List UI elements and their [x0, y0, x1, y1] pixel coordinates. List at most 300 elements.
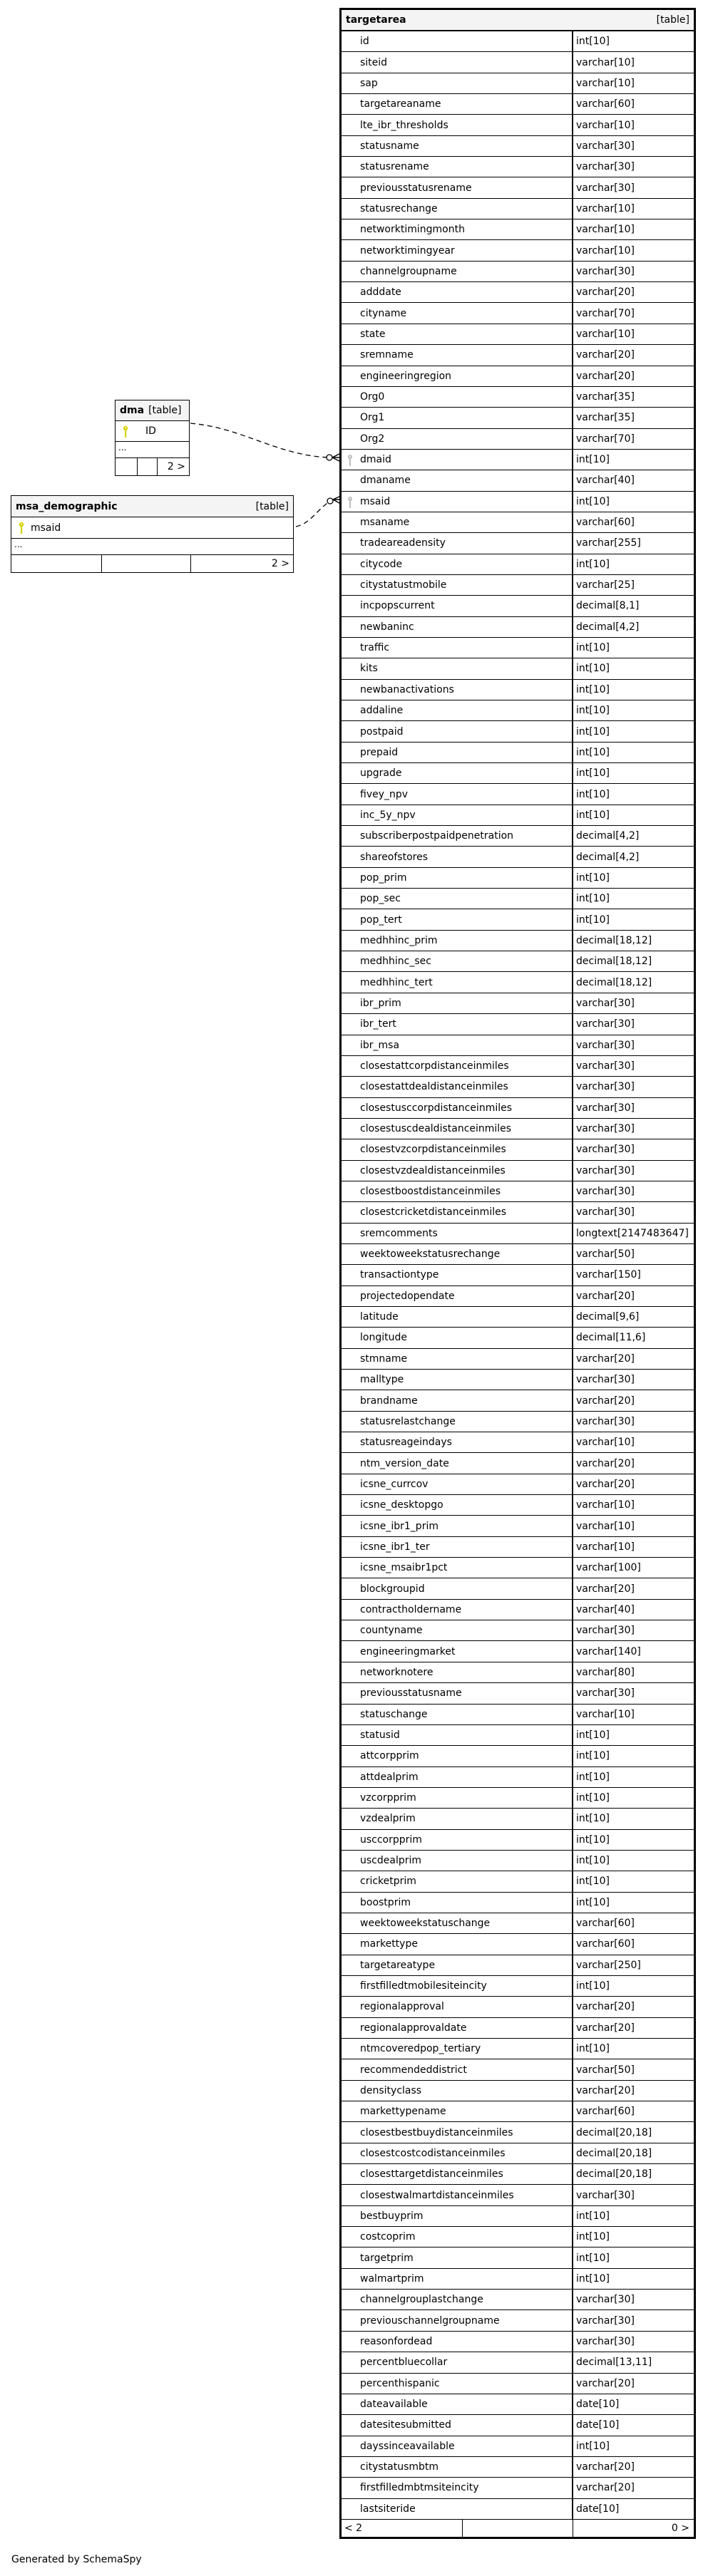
column-row[interactable]: [342, 1746, 694, 1767]
column-type: varchar[10]: [576, 1499, 635, 1511]
column-row[interactable]: [342, 1934, 694, 1955]
column-name: [342, 157, 573, 177]
column-type: varchar[30]: [576, 2189, 635, 2201]
column-row[interactable]: [342, 1412, 694, 1432]
column-type: varchar[30]: [576, 1039, 635, 1051]
column-row[interactable]: [342, 1202, 694, 1223]
column-type: varchar[20]: [576, 349, 635, 361]
column-row[interactable]: [342, 743, 694, 763]
column-row[interactable]: [342, 1788, 694, 1809]
column-row[interactable]: [342, 1349, 694, 1370]
column-name-text: medhhinc_prim: [360, 934, 438, 946]
column-name: [342, 1830, 573, 1850]
column-row[interactable]: [342, 282, 694, 303]
column-type: decimal[20,18]: [576, 2147, 652, 2159]
column-row[interactable]: [342, 1558, 694, 1578]
column-type: int[10]: [576, 1771, 610, 1783]
column-row[interactable]: [342, 1767, 694, 1788]
column-name-text: Org1: [360, 412, 385, 424]
column-row[interactable]: [342, 1224, 694, 1244]
column-name-text: closestusccorpdistanceinmiles: [360, 1102, 513, 1114]
column-name: [342, 1746, 573, 1766]
column-name: [342, 1224, 573, 1243]
table-header: [342, 10, 694, 31]
column-type: int[10]: [576, 788, 610, 800]
column-name: [342, 408, 573, 428]
column-row[interactable]: [342, 1976, 694, 1997]
column-row[interactable]: [342, 1830, 694, 1851]
column-name: [342, 1976, 573, 1996]
column-name-text: vzcorpprim: [360, 1792, 416, 1804]
column-type: int[10]: [576, 2272, 610, 2285]
column-row[interactable]: [342, 533, 694, 554]
column-name: [342, 1370, 573, 1390]
column-name: [342, 1516, 573, 1536]
column-name: [342, 1390, 573, 1410]
footer-cell: [138, 458, 158, 475]
column-name: [342, 1202, 573, 1222]
column-row[interactable]: [342, 2499, 694, 2520]
column-row[interactable]: [342, 658, 694, 679]
column-row[interactable]: [342, 1516, 694, 1536]
column-row[interactable]: [342, 324, 694, 345]
column-name: [342, 700, 573, 720]
column-row[interactable]: [342, 2310, 694, 2331]
column-type: int[10]: [576, 2440, 610, 2452]
column-row[interactable]: [342, 1495, 694, 1516]
column-name-text: longitude: [360, 1332, 407, 1344]
column-name-text: attdealprim: [360, 1771, 419, 1783]
column-type: int[10]: [576, 893, 610, 905]
column-row[interactable]: [342, 1893, 694, 1913]
column-name: [342, 868, 573, 888]
column-row[interactable]: [342, 1871, 694, 1892]
column-name: [342, 1119, 573, 1139]
column-row[interactable]: [342, 847, 694, 867]
column-row[interactable]: [342, 115, 694, 135]
column-row[interactable]: [342, 94, 694, 115]
children-count[interactable]: 0 >: [671, 2522, 689, 2534]
column-row[interactable]: [342, 638, 694, 658]
column-name-text: latitude: [360, 1311, 399, 1323]
column-name-text: citystatustmobile: [360, 579, 447, 591]
column-type: decimal[8,1]: [576, 600, 640, 612]
column-row[interactable]: [342, 1307, 694, 1328]
column-row[interactable]: [342, 1244, 694, 1265]
column-name: [342, 1725, 573, 1745]
column-row[interactable]: [342, 1077, 694, 1097]
column-row[interactable]: [342, 993, 694, 1014]
column-name-text: closestvzcorpdistanceinmiles: [360, 1144, 506, 1156]
column-name-text: bestbuyprim: [360, 2210, 424, 2222]
column-name-text: addaline: [360, 705, 404, 717]
column-name-text: firstfilledtmobilesiteincity: [360, 1980, 487, 1992]
column-name: [342, 492, 573, 512]
column-type: varchar[25]: [576, 579, 635, 591]
column-type: varchar[30]: [576, 2335, 635, 2347]
column-name-text: ibr_msa: [360, 1039, 400, 1051]
column-row[interactable]: [342, 1390, 694, 1411]
column-row[interactable]: [342, 1809, 694, 1829]
column-list: [342, 31, 694, 2520]
column-row[interactable]: [342, 1662, 694, 1683]
column-type: varchar[30]: [576, 1164, 635, 1176]
column-row[interactable]: [342, 2039, 694, 2059]
column-name-text: ibr_prim: [360, 997, 401, 1009]
column-row[interactable]: [342, 2436, 694, 2457]
table-name[interactable]: msa_demographic: [16, 500, 118, 512]
column-name: [342, 2269, 573, 2289]
column-type: int[10]: [576, 2252, 610, 2264]
column-type: date[10]: [576, 2503, 620, 2515]
column-row[interactable]: [342, 1913, 694, 1934]
column-name: [342, 429, 573, 449]
column-row[interactable]: [342, 2185, 694, 2205]
column-type: int[10]: [576, 683, 610, 695]
column-row[interactable]: [342, 1161, 694, 1181]
column-name: [342, 1328, 573, 1348]
column-name-text: channelgroupname: [360, 265, 457, 277]
column-name-text: ntm_version_date: [360, 1457, 449, 1469]
column-name: [342, 2143, 573, 2163]
column-name: [342, 2374, 573, 2394]
column-row[interactable]: [342, 805, 694, 826]
table-dma[interactable]: [115, 400, 190, 476]
column-row[interactable]: [342, 826, 694, 847]
column-type: decimal[18,12]: [576, 976, 652, 988]
column-row[interactable]: [342, 345, 694, 366]
column-type: date[10]: [576, 2419, 620, 2431]
column-type: int[10]: [576, 495, 610, 507]
column-name-text: icsne_ibr1_ter: [360, 1541, 430, 1553]
column-name-text: networktimingmonth: [360, 224, 465, 236]
column-row[interactable]: [342, 1453, 694, 1474]
column-type: varchar[30]: [576, 1018, 635, 1030]
column-type: varchar[10]: [576, 224, 635, 236]
column-row[interactable]: [342, 931, 694, 951]
column-row[interactable]: [342, 1265, 694, 1286]
column-type: varchar[20]: [576, 286, 635, 299]
column-name: [342, 1893, 573, 1913]
column-name: [342, 2101, 573, 2121]
column-row[interactable]: [342, 2101, 694, 2122]
column-row[interactable]: [342, 492, 694, 512]
column-row[interactable]: [342, 429, 694, 450]
children-count[interactable]: 2 >: [271, 558, 289, 569]
column-name-text: icsne_msaibr1pct: [360, 1562, 448, 1574]
column-row[interactable]: [342, 909, 694, 930]
column-name: ID: [145, 425, 156, 437]
column-row[interactable]: [342, 219, 694, 240]
column-name: [342, 1558, 573, 1578]
column-name: [342, 199, 573, 219]
column-name-text: sremcomments: [360, 1227, 438, 1239]
column-row[interactable]: [342, 721, 694, 742]
column-row[interactable]: [342, 1725, 694, 1746]
column-row[interactable]: [342, 470, 694, 491]
column-row[interactable]: [342, 2206, 694, 2227]
column-name: [342, 2227, 573, 2247]
column-type: varchar[70]: [576, 433, 635, 445]
column-name-text: previousstatusname: [360, 1687, 462, 1700]
column-type: varchar[40]: [576, 1603, 635, 1615]
column-row[interactable]: [342, 617, 694, 638]
column-name: [342, 617, 573, 637]
column-name: [342, 73, 573, 93]
column-row[interactable]: [342, 2478, 694, 2498]
column-name: [342, 1014, 573, 1034]
column-type: longtext[2147483647]: [576, 1227, 689, 1239]
column-name-text: brandname: [360, 1395, 418, 1407]
column-row[interactable]: [342, 136, 694, 157]
column-name-text: statusrechange: [360, 202, 438, 214]
foreign-key-icon: [347, 454, 353, 467]
column-name: [342, 2185, 573, 2205]
column-row[interactable]: [342, 1578, 694, 1599]
column-row[interactable]: [342, 1370, 694, 1390]
column-name-text: weektoweekstatusrechange: [360, 1248, 501, 1261]
column-row[interactable]: [342, 596, 694, 616]
footer-spacer: [463, 2520, 573, 2537]
column-row[interactable]: [342, 2415, 694, 2436]
column-name-text: dayssinceavailable: [360, 2440, 455, 2452]
column-name-text: statusrename: [360, 161, 429, 173]
column-type: decimal[13,11]: [576, 2357, 652, 2369]
column-name: [342, 282, 573, 302]
column-row[interactable]: [342, 2143, 694, 2164]
column-row[interactable]: [342, 512, 694, 533]
table-msa-demographic[interactable]: [11, 495, 294, 573]
column-type: varchar[20]: [576, 1478, 635, 1490]
column-row[interactable]: [342, 1014, 694, 1035]
column-name-text: transactiontype: [360, 1269, 439, 1281]
column-row[interactable]: [342, 2352, 694, 2373]
column-name-text: previousstatusrename: [360, 182, 472, 194]
column-name: [342, 470, 573, 490]
column-row[interactable]: [342, 2457, 694, 2478]
column-name: [342, 638, 573, 658]
column-name: [342, 262, 573, 281]
table-targetarea[interactable]: [339, 8, 696, 2539]
column-type: varchar[10]: [576, 1708, 635, 1720]
column-row[interactable]: [342, 1432, 694, 1453]
column-name: [342, 1265, 573, 1285]
column-type: int[10]: [576, 1792, 610, 1804]
table-name[interactable]: dma: [120, 405, 145, 416]
column-name-text: regionalapprovaldate: [360, 2022, 467, 2034]
column-name: [342, 743, 573, 762]
column-row[interactable]: [342, 31, 694, 52]
column-name-text: previouschannelgroupname: [360, 2314, 500, 2327]
column-type: int[10]: [576, 1833, 610, 1846]
column-name-text: closestuscdealdistanceinmiles: [360, 1123, 512, 1135]
column-row[interactable]: [342, 73, 694, 94]
column-name-text: subscriberpostpaidpenetration: [360, 830, 514, 842]
column-name-text: percentbluecollar: [360, 2357, 448, 2369]
column-row[interactable]: [342, 2374, 694, 2394]
column-name-text: statuschange: [360, 1708, 428, 1720]
column-row[interactable]: [342, 1035, 694, 1056]
column-row[interactable]: [342, 784, 694, 805]
column-type: varchar[20]: [576, 1395, 635, 1407]
column-type: varchar[30]: [576, 1374, 635, 1386]
column-row[interactable]: [342, 52, 694, 73]
column-row[interactable]: [342, 2290, 694, 2310]
column-row[interactable]: [342, 2394, 694, 2415]
column-row[interactable]: [342, 199, 694, 219]
column-type: decimal[20,18]: [576, 2126, 652, 2138]
column-type: decimal[18,12]: [576, 934, 652, 946]
column-row[interactable]: [342, 554, 694, 575]
column-type: decimal[20,18]: [576, 2168, 652, 2181]
column-row[interactable]: [342, 680, 694, 700]
column-row[interactable]: [342, 2227, 694, 2247]
column-row[interactable]: [342, 1620, 694, 1641]
column-name-text: msaid: [360, 495, 391, 507]
column-row[interactable]: [342, 1997, 694, 2017]
column-name: [342, 1307, 573, 1327]
column-name-text: postpaid: [360, 725, 404, 738]
column-name-text: percenthispanic: [360, 2377, 440, 2389]
column-row[interactable]: [342, 763, 694, 784]
column-type: varchar[10]: [576, 328, 635, 340]
column-row[interactable]: [342, 1600, 694, 1620]
column-name: [342, 1578, 573, 1598]
column-row[interactable]: [342, 262, 694, 282]
column-row[interactable]: [342, 2081, 694, 2101]
column-type: int[10]: [576, 1813, 610, 1825]
column-row[interactable]: [342, 1474, 694, 1495]
column-row[interactable]: [342, 2269, 694, 2290]
column-row[interactable]: [342, 1537, 694, 1558]
column-type: varchar[250]: [576, 1959, 641, 1971]
column-name-text: siteid: [360, 56, 388, 68]
column-row[interactable]: [342, 1286, 694, 1307]
children-count[interactable]: 2 >: [167, 461, 185, 472]
column-row[interactable]: [342, 1705, 694, 1725]
column-row[interactable]: [342, 1119, 694, 1139]
column-name-text: shareofstores: [360, 851, 429, 863]
column-name: [342, 1139, 573, 1159]
column-name: [342, 575, 573, 595]
column-row[interactable]: [342, 177, 694, 198]
column-name: [342, 1662, 573, 1682]
column-name: [342, 2164, 573, 2184]
column-name-text: Org0: [360, 391, 385, 403]
column-row[interactable]: [342, 2018, 694, 2039]
column-name-text: upgrade: [360, 767, 402, 780]
parents-count[interactable]: < 2: [342, 2520, 463, 2537]
column-type: varchar[30]: [576, 1186, 635, 1198]
column-name-text: statusreageindays: [360, 1437, 452, 1449]
column-name-text: state: [360, 328, 386, 340]
column-name-text: closestbestbuydistanceinmiles: [360, 2126, 513, 2138]
column-row[interactable]: [342, 951, 694, 972]
column-name: [342, 1537, 573, 1557]
column-name: [342, 2352, 573, 2372]
column-type: varchar[30]: [576, 1687, 635, 1700]
column-row[interactable]: [342, 408, 694, 428]
column-name: [342, 177, 573, 197]
column-name: [342, 1453, 573, 1473]
column-row[interactable]: [342, 1328, 694, 1348]
column-name-text: engineeringmarket: [360, 1645, 456, 1657]
column-name-text: citystatusmbtm: [360, 2461, 439, 2473]
column-row[interactable]: [342, 303, 694, 324]
column-name-text: closestattcorpdistanceinmiles: [360, 1060, 509, 1072]
column-type: decimal[11,6]: [576, 1332, 646, 1344]
column-row[interactable]: [342, 2332, 694, 2352]
column-type: varchar[100]: [576, 1562, 641, 1574]
column-name-text: channelgrouplastchange: [360, 2294, 483, 2306]
column-name: [342, 94, 573, 114]
column-row[interactable]: [342, 387, 694, 408]
column-name: [342, 1161, 573, 1181]
column-row[interactable]: [342, 1098, 694, 1119]
column-name: [342, 2436, 573, 2456]
column-row[interactable]: [342, 700, 694, 721]
column-type: int[10]: [576, 746, 610, 758]
column-row[interactable]: [342, 157, 694, 177]
column-row[interactable]: [342, 450, 694, 470]
table-name[interactable]: targetarea: [346, 14, 406, 26]
column-row[interactable]: [342, 1683, 694, 1704]
column-row[interactable]: [342, 1056, 694, 1077]
column-type: int[10]: [576, 2043, 610, 2055]
column-name-text: boostprim: [360, 1896, 411, 1908]
column-row[interactable]: [342, 2122, 694, 2143]
column-row[interactable]: [342, 240, 694, 261]
column-row[interactable]: [342, 366, 694, 387]
table-footer: [342, 2520, 694, 2537]
column-name-text: stmname: [360, 1352, 408, 1365]
column-row[interactable]: [342, 2247, 694, 2268]
column-type: varchar[10]: [576, 56, 635, 68]
column-type: varchar[30]: [576, 1144, 635, 1156]
column-type: int[10]: [576, 642, 610, 654]
column-row[interactable]: [342, 972, 694, 993]
column-type: varchar[20]: [576, 2022, 635, 2034]
column-type: varchar[70]: [576, 307, 635, 319]
column-row[interactable]: [342, 868, 694, 889]
column-row[interactable]: [342, 1139, 694, 1160]
column-name: [342, 2081, 573, 2101]
column-type: int[10]: [576, 705, 610, 717]
column-name-text: adddate: [360, 286, 401, 299]
column-row[interactable]: [342, 2059, 694, 2080]
column-type: decimal[4,2]: [576, 621, 640, 633]
column-row[interactable]: [342, 2164, 694, 2185]
column-name-text: countyname: [360, 1625, 423, 1637]
column-type: varchar[30]: [576, 997, 635, 1009]
column-type: varchar[30]: [576, 1123, 635, 1135]
column-type: decimal[4,2]: [576, 851, 640, 863]
column-row[interactable]: [342, 575, 694, 596]
column-type: varchar[20]: [576, 2461, 635, 2473]
column-row[interactable]: [342, 1181, 694, 1202]
column-name-text: attcorpprim: [360, 1750, 419, 1762]
column-name-text: sremname: [360, 349, 414, 361]
column-type: varchar[20]: [576, 2377, 635, 2389]
column-row[interactable]: [342, 889, 694, 909]
column-row[interactable]: [342, 1955, 694, 1976]
column-name: [342, 951, 573, 971]
column-row[interactable]: [342, 1851, 694, 1871]
column-name: [342, 1056, 573, 1076]
column-name: [342, 1934, 573, 1954]
column-name-text: projectedopendate: [360, 1290, 455, 1302]
column-row[interactable]: [342, 1641, 694, 1662]
